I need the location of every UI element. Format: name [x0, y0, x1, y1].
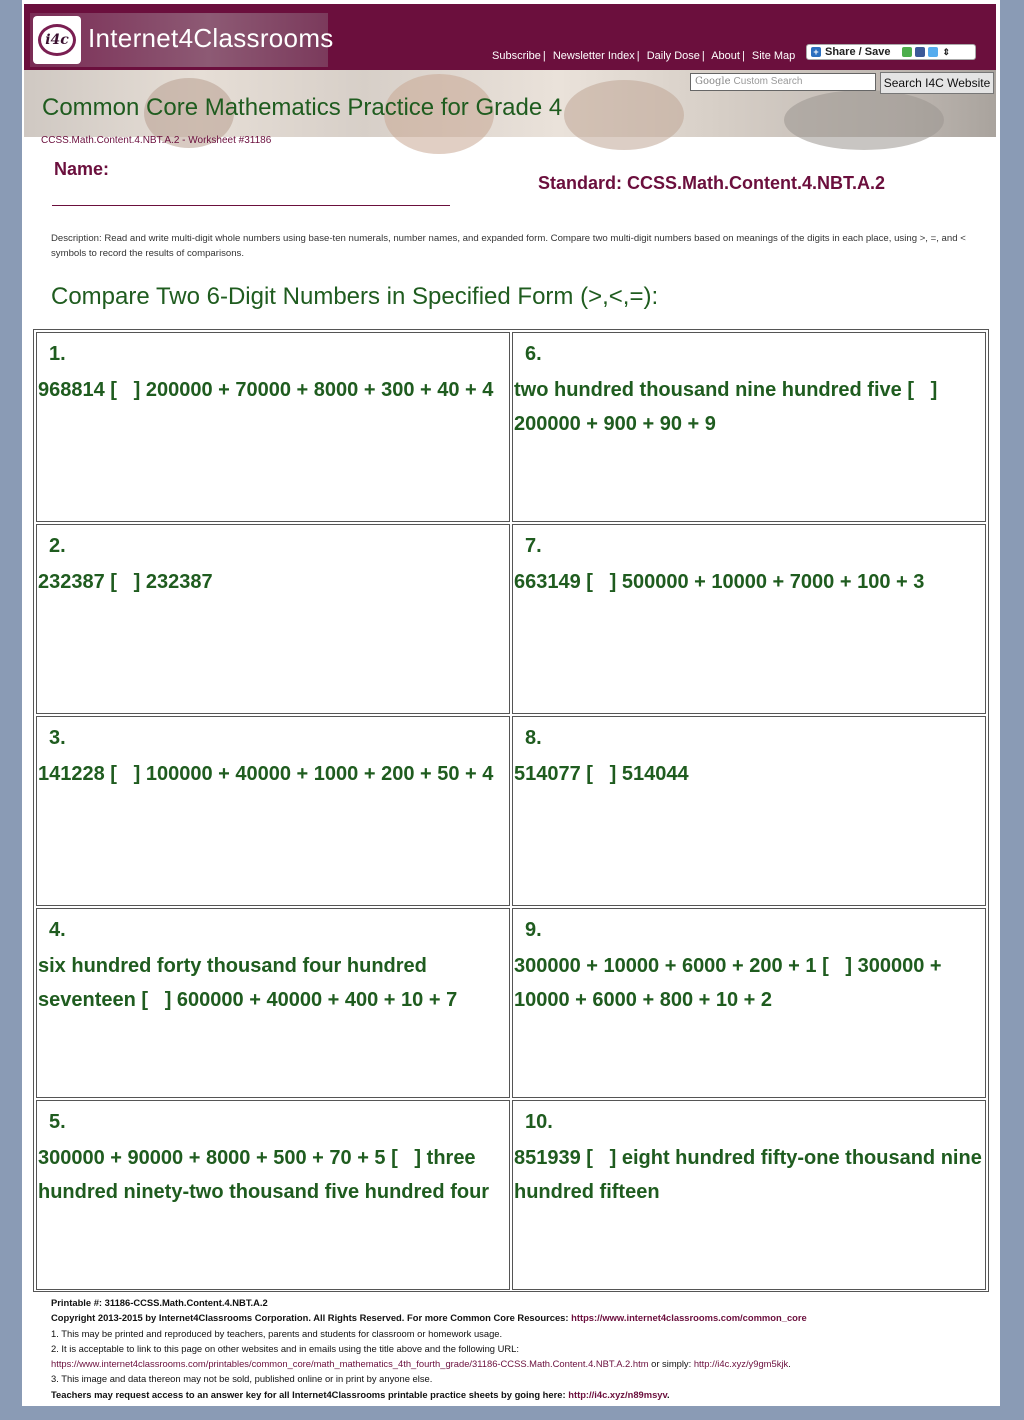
about-link[interactable]: About: [711, 50, 740, 62]
top-links: [492, 50, 795, 62]
question-text: 851939 [ ] eight hundred fifty-one thousand nine hundred fifteen: [514, 1147, 988, 1203]
footer: [51, 1295, 991, 1402]
url-period: .: [788, 1358, 791, 1370]
search-placeholder: Custom Search: [733, 76, 803, 87]
question-text: 300000 + 10000 + 6000 + 200 + 1 [ ] 300000 + 10000 + 6000 + 800 + 10 + 2: [514, 955, 948, 1011]
section-title: Compare Two 6-Digit Numbers in Specified Form (>,<,=):: [51, 283, 659, 310]
google-logo: Google: [695, 76, 731, 87]
question-cell-8: [512, 716, 986, 906]
newsletter-index-link[interactable]: Newsletter Index: [552, 50, 635, 62]
twitter-icon: [928, 47, 938, 57]
question-number: 4.: [49, 919, 66, 941]
question-text: 514077 [ ] 514044: [514, 763, 689, 785]
share-save-button[interactable]: [806, 44, 976, 60]
page: [22, 0, 1000, 1406]
question-number: 5.: [49, 1111, 66, 1133]
question-text: 663149 [ ] 500000 + 10000 + 7000 + 100 + 3: [514, 571, 925, 593]
question-number: 6.: [525, 343, 542, 365]
note-1: 1. This may be printed and reproduced by teachers, parents and students for classroom or homework usage.: [51, 1327, 503, 1339]
standard-label: Standard: CCSS.Math.Content.4.NBT.A.2: [538, 173, 886, 193]
top-bar: [24, 4, 996, 70]
copyright-text: Copyright 2013-2015 by Internet4Classrooms Corporation. All Rights Reserved. For more Common Core Resources:: [51, 1312, 572, 1324]
question-cell-2: [36, 524, 510, 714]
question-text: 141228 [ ] 100000 + 40000 + 1000 + 200 + 50 + 4: [38, 763, 494, 785]
question-cell-4: [36, 908, 510, 1098]
answer-key-text: Teachers may request access to an answer key for all Internet4Classrooms printable practice sheets by going here:: [51, 1388, 569, 1400]
site-logo[interactable]: [30, 13, 334, 67]
link-separator: |: [741, 50, 745, 62]
link-separator: |: [542, 50, 546, 62]
question-text: 968814 [ ] 200000 + 70000 + 8000 + 300 + 40 + 4: [38, 379, 494, 401]
question-text: six hundred forty thousand four hundred seventeen [ ] 600000 + 40000 + 400 + 10 + 7: [38, 955, 458, 1011]
question-cell-7: [512, 524, 986, 714]
name-line: [52, 205, 450, 206]
logo-text: Internet4Classrooms: [88, 23, 334, 53]
header: [24, 4, 996, 137]
question-number: 10.: [525, 1111, 553, 1133]
question-number: 9.: [525, 919, 542, 941]
question-number: 1.: [49, 343, 66, 365]
question-text: two hundred thousand nine hundred five [ ] 200000 + 900 + 90 + 9: [514, 379, 943, 435]
name-label: Name:: [54, 159, 110, 179]
printable-number: Printable #: 31186-CCSS.Math.Content.4.NBT.A.2: [51, 1297, 268, 1308]
question-cell-3: [36, 716, 510, 906]
copyright: [51, 1310, 991, 1325]
share-plus-icon: +: [811, 47, 821, 57]
url-or-text: or simply:: [648, 1358, 694, 1370]
question-number: 2.: [49, 535, 66, 557]
answer-key: [51, 1387, 991, 1402]
search-input[interactable]: [690, 73, 876, 91]
subscribe-link[interactable]: Subscribe: [492, 50, 541, 62]
email-icon: [902, 47, 912, 57]
description: Description: Read and write multi-digit whole numbers using base-ten numerals, number names, and expanded form. Compare two multi-digit numbers based on meanings of the digits in each place, using >, =, and < symbols to record the results of comparisons.: [51, 233, 966, 259]
answer-key-link[interactable]: http://i4c.xyz/n89msyv: [568, 1388, 668, 1400]
site-map-link[interactable]: Site Map: [751, 50, 796, 62]
logo-icon: [33, 16, 81, 64]
question-number: 7.: [525, 535, 542, 557]
question-number: 8.: [525, 727, 542, 749]
breadcrumb: CCSS.Math.Content.4.NBT.A.2 - Worksheet #31186: [41, 135, 272, 146]
link-separator: |: [636, 50, 640, 62]
question-cell-9: [512, 908, 986, 1098]
question-cell-5: [36, 1100, 510, 1290]
common-core-link[interactable]: https://www.internet4classrooms.com/common_core: [571, 1312, 807, 1324]
question-cell-1: [36, 332, 510, 522]
logo-badge-text: i4c: [38, 24, 76, 56]
question-text: 300000 + 90000 + 8000 + 500 + 70 + 5 [ ] three hundred ninety-two thousand five hundred four: [38, 1147, 490, 1203]
worksheet-url-link[interactable]: https://www.internet4classrooms.com/printables/common_core/math_mathematics_4th_fourth_grade/31186-CCSS.Math.Content.4.NBT.A.2.htm: [51, 1358, 649, 1370]
short-url-link[interactable]: http://i4c.xyz/y9gm5kjk: [693, 1358, 789, 1370]
banner-decoration: [784, 90, 944, 150]
link-separator: |: [701, 50, 705, 62]
chevron-updown-icon: ⇕: [942, 47, 951, 57]
daily-dose-link[interactable]: Daily Dose: [646, 50, 700, 62]
question-number: 3.: [49, 727, 66, 749]
question-cell-10: [512, 1100, 986, 1290]
banner-decoration: [564, 80, 684, 150]
search-button[interactable]: Search I4C Website: [880, 72, 994, 94]
header-banner: [24, 70, 996, 137]
share-label: Share / Save: [825, 46, 891, 58]
answer-period: .: [667, 1388, 670, 1400]
url-line: [51, 1356, 991, 1371]
facebook-icon: [915, 47, 925, 57]
question-cell-6: [512, 332, 986, 522]
question-text: 232387 [ ] 232387: [38, 571, 213, 593]
page-title: Common Core Mathematics Practice for Grade 4: [42, 94, 563, 121]
note-3: 3. This image and data thereon may not be sold, published online or in print by anyone else.: [51, 1373, 433, 1385]
note-2: 2. It is acceptable to link to this page on other websites and in emails using the title above and the following URL:: [51, 1342, 519, 1354]
question-grid: [33, 329, 989, 1292]
